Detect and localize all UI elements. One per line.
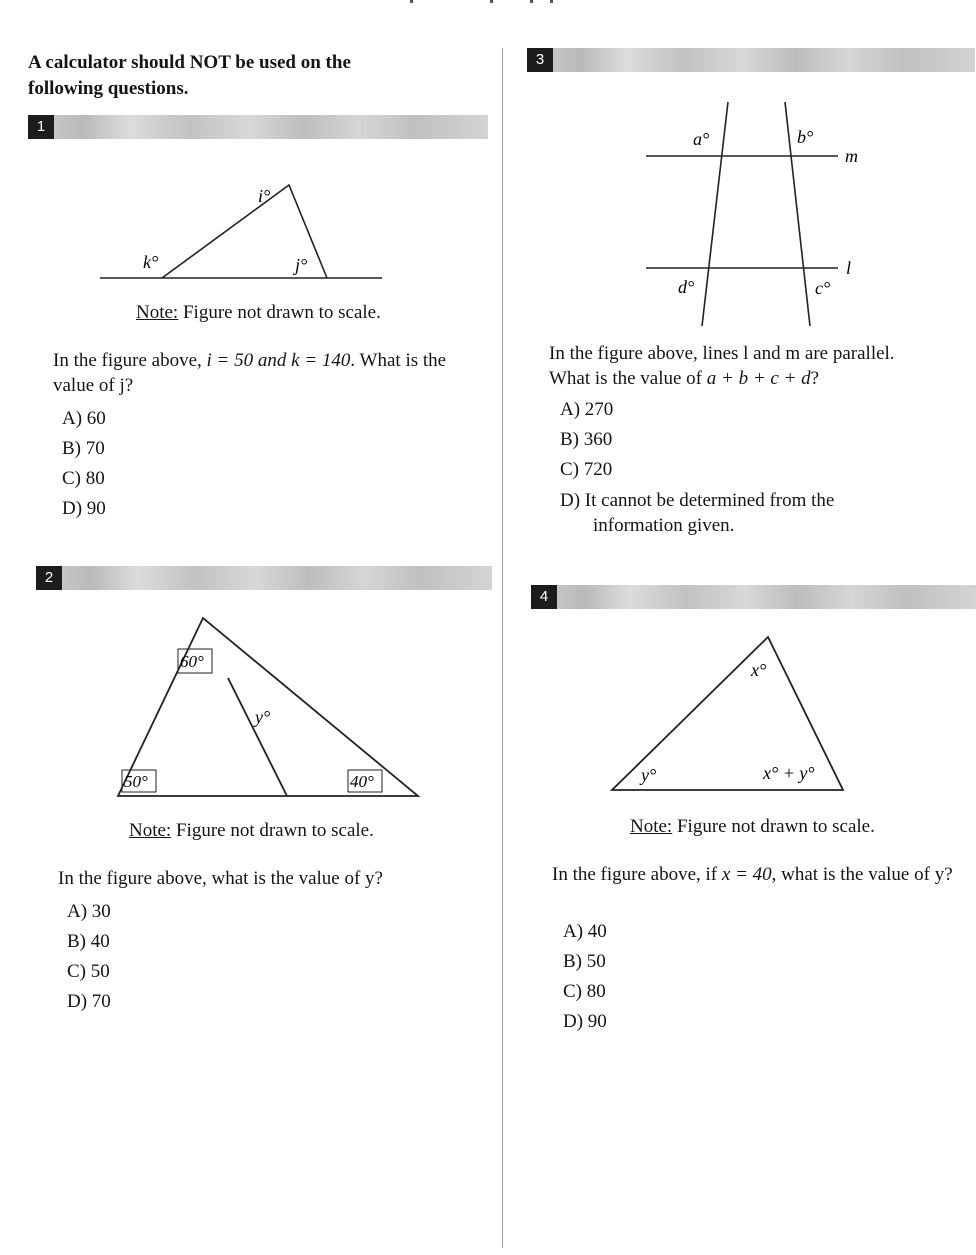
question-4-note [630,816,875,838]
question-3-header-bar [527,48,975,72]
q3-choice-d-continued: information given. [593,515,735,536]
q3-stem-part1: What is the value of [549,368,707,389]
q4-note-label: Note: [630,816,673,837]
q2-label-y: y° [255,707,271,727]
q1-label-j: j° [295,255,308,275]
q3-stem-line2 [549,366,969,391]
q4-choice-c[interactable]: C) 80 [563,981,606,1002]
column-divider [502,48,503,1248]
question-1-stem [53,348,473,398]
q2-choice-a[interactable]: A) 30 [67,901,111,922]
q4-stem-math: x = 40 [721,864,772,885]
q4-choice-a[interactable]: A) 40 [563,921,607,942]
question-4-stem [552,862,967,887]
question-2-number: 2 [36,566,62,590]
question-2-note [129,820,374,842]
q3-stem-math: a + b + c + d [706,368,811,389]
q2-choice-b[interactable]: B) 40 [67,931,110,952]
q2-note-label: Note: [129,820,172,841]
q4-label-y: y° [641,765,657,785]
q2-note-text: Figure not drawn to scale. [175,820,374,841]
q3-choice-a[interactable]: A) 270 [560,399,614,420]
q2-label-40: 40° [350,772,374,791]
q4-label-x: x° [751,660,767,680]
q1-choice-d[interactable]: D) 90 [62,498,106,519]
q3-label-m: m [845,146,858,166]
question-3-stem [549,341,969,391]
q1-stem-part2: . What is the value of j? [53,350,447,396]
question-4-number: 4 [531,585,557,609]
q3-choice-b[interactable]: B) 360 [560,429,613,450]
top-crop-marks [400,0,570,4]
question-4-header-bar [531,585,976,609]
q4-choice-d[interactable]: D) 90 [563,1011,607,1032]
q2-choice-c[interactable]: C) 50 [67,961,110,982]
q2-choice-d[interactable]: D) 70 [67,991,111,1012]
q2-inner-segment [228,678,287,796]
question-1-figure [100,170,390,290]
q1-note-text: Figure not drawn to scale. [182,302,381,323]
question-2-header-bar [36,566,492,590]
q4-stem-part2: , what is the value of y? [771,864,953,885]
question-1-note [136,302,381,324]
question-4-figure [600,630,860,800]
q3-label-c: c° [815,278,831,298]
q1-choice-a[interactable]: A) 60 [62,408,106,429]
question-1-header-bar [28,115,488,139]
q3-label-l: l [846,258,852,278]
question-2-stem: In the figure above, what is the value of y? [58,868,383,889]
q3-label-b: b° [797,127,814,147]
q3-label-d: d° [678,277,695,297]
q3-choice-c[interactable]: C) 720 [560,459,613,480]
q3-label-a: a° [693,129,710,149]
question-2-figure [110,612,430,808]
q1-label-i: i° [258,186,271,206]
question-3-figure [640,98,880,330]
q1-label-k: k° [143,252,159,272]
instructions-text: A calculator should NOT be used on the following questions. [28,52,351,99]
question-3-number: 3 [527,48,553,72]
q1-stem-math: i = 50 and k = 140 [206,350,351,371]
q1-choice-c[interactable]: C) 80 [62,468,105,489]
q1-stem-part1: In the figure above, [53,350,207,371]
q3-stem-line1: In the figure above, lines l and m are parallel. [549,343,895,364]
q1-choice-b[interactable]: B) 70 [62,438,105,459]
q2-label-50: 50° [124,772,148,791]
q4-choice-b[interactable]: B) 50 [563,951,606,972]
q4-stem-part1: In the figure above, if [552,864,722,885]
q2-label-60: 60° [180,652,204,671]
q1-note-label: Note: [136,302,179,323]
question-1-number: 1 [28,115,54,139]
q4-label-xy: x° + y° [763,763,815,783]
q3-choice-d[interactable]: D) It cannot be determined from the [560,490,835,511]
q3-stem-part2: ? [810,368,820,389]
calculator-instructions [28,50,408,102]
q4-note-text: Figure not drawn to scale. [676,816,875,837]
